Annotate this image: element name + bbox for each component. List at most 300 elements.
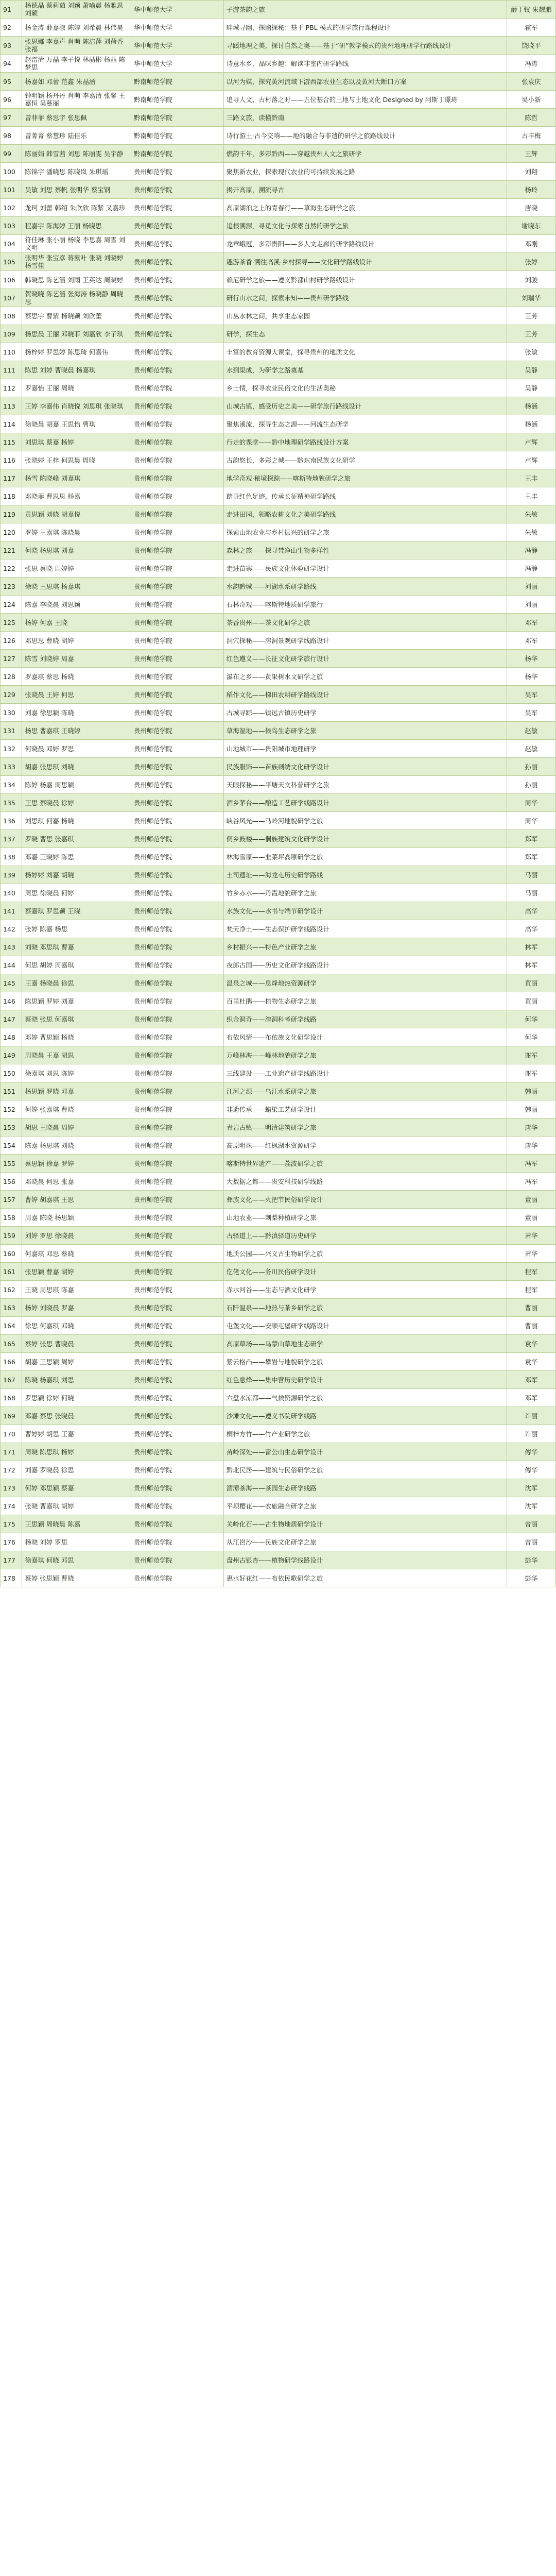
table-row xyxy=(1,1479,556,1497)
team-members: 邓嘉 王晓婷 陈思 xyxy=(22,848,131,866)
row-number: 127 xyxy=(1,650,22,668)
school-name: 贵州师范学院 xyxy=(131,217,223,235)
school-name: 贵州师范学院 xyxy=(131,632,223,650)
table-row xyxy=(1,1533,556,1551)
advisor-name: 傅华 xyxy=(507,1461,555,1479)
row-number: 176 xyxy=(1,1533,22,1551)
advisor-name: 邓军 xyxy=(507,632,555,650)
team-members: 徐嘉琪 刘思 陈婷 xyxy=(22,1064,131,1082)
table-row xyxy=(1,415,556,433)
school-name: 贵州师范学院 xyxy=(131,1064,223,1082)
advisor-name: 郑军 xyxy=(507,848,555,866)
school-name: 贵州师范学院 xyxy=(131,740,223,758)
table-row xyxy=(1,884,556,902)
school-name: 贵州师范学院 xyxy=(131,181,223,199)
school-name: 贵州师范学院 xyxy=(131,1100,223,1118)
project-title: 万峰林海——峰林地貌研学之旅 xyxy=(223,1046,507,1064)
table-row xyxy=(1,866,556,884)
row-number: 167 xyxy=(1,1371,22,1389)
row-number: 162 xyxy=(1,1281,22,1299)
table-row xyxy=(1,1497,556,1515)
project-title: 紫云格凸——攀岩与地貌研学之旅 xyxy=(223,1353,507,1371)
advisor-name: 沈军 xyxy=(507,1479,555,1497)
table-row xyxy=(1,181,556,199)
team-members: 何思 胡婷 周嘉琪 xyxy=(22,956,131,974)
advisor-name: 周华 xyxy=(507,794,555,812)
school-name: 贵州师范学院 xyxy=(131,848,223,866)
project-title: 揭开高原，溯流寻古 xyxy=(223,181,507,199)
school-name: 贵州师范学院 xyxy=(131,325,223,343)
school-name: 贵州师范学院 xyxy=(131,397,223,415)
advisor-name: 朱敏 xyxy=(507,505,555,523)
advisor-name: 董丽 xyxy=(507,1209,555,1227)
table-row xyxy=(1,1389,556,1407)
school-name: 贵州师范学院 xyxy=(131,596,223,614)
school-name: 贵州师范学院 xyxy=(131,289,223,307)
school-name: 贵州师范学院 xyxy=(131,271,223,289)
project-title: 水族文化——水书与端节研学设计 xyxy=(223,902,507,920)
team-members: 曾菁菁 蔡慧珍 陆佳乐 xyxy=(22,127,131,145)
table-row xyxy=(1,1515,556,1533)
team-members: 钟明颖 杨丹丹 肖萌 李嘉清 张馨 王嘉恒 吴蔓丽 xyxy=(22,91,131,109)
project-title: 瀑布之乡——黄果树水文研学之旅 xyxy=(223,668,507,686)
advisor-name: 杨华 xyxy=(507,650,555,668)
advisor-name: 林军 xyxy=(507,956,555,974)
project-title: 高原湖泊之上的青春行——草海生态研学之旅 xyxy=(223,199,507,217)
advisor-name: 谢军 xyxy=(507,1064,555,1082)
team-members: 邓晓晨 何思 张嘉 xyxy=(22,1173,131,1191)
advisor-name: 薛丁钗 朱耀鹏 xyxy=(507,1,555,19)
advisor-name: 傅华 xyxy=(507,1443,555,1461)
advisor-name: 古丰梅 xyxy=(507,127,555,145)
team-members: 邓思思 曹晓 胡婷 xyxy=(22,632,131,650)
advisor-name: 韩丽 xyxy=(507,1082,555,1100)
school-name: 贵州师范学院 xyxy=(131,307,223,325)
project-title: 林海雪原——韭菜坪高原研学之旅 xyxy=(223,848,507,866)
team-members: 罗婷 王嘉琪 陈晓晨 xyxy=(22,523,131,541)
project-title: 三路文旅，读懂黔南 xyxy=(223,109,507,127)
table-row xyxy=(1,848,556,866)
row-number: 102 xyxy=(1,199,22,217)
project-title: 江河之源——乌江水系研学之旅 xyxy=(223,1082,507,1100)
team-members: 罗嘉琪 蔡思 杨晓 xyxy=(22,668,131,686)
row-number: 132 xyxy=(1,740,22,758)
project-title: 三线建设——工业遗产研学线路设计 xyxy=(223,1064,507,1082)
row-number: 160 xyxy=(1,1245,22,1263)
project-title: 湄潭茶海——茶园生态研学线路 xyxy=(223,1479,507,1497)
row-number: 164 xyxy=(1,1317,22,1335)
team-members: 贺晓晓 陈艺涵 张海涛 杨晓静 周晓思 xyxy=(22,289,131,307)
team-members: 刘婷 罗思 徐晓晨 xyxy=(22,1227,131,1245)
table-row xyxy=(1,55,556,73)
team-members: 张思娜 李嘉声 肖萌 陈洁萍 刘荷香 张福 xyxy=(22,37,131,55)
advisor-name: 吴军 xyxy=(507,704,555,722)
advisor-name: 曹丽 xyxy=(507,1317,555,1335)
project-title: 石林奇观——喀斯特地质研学旅行 xyxy=(223,596,507,614)
project-title: 关岭化石——古生物地质研学设计 xyxy=(223,1515,507,1533)
project-title: 高原草场——乌蒙山草地生态研学 xyxy=(223,1335,507,1353)
team-members: 张思颖 曹嘉 胡婷 xyxy=(22,1263,131,1281)
school-name: 贵州师范学院 xyxy=(131,1281,223,1299)
school-name: 贵州师范学院 xyxy=(131,451,223,469)
table-row xyxy=(1,1317,556,1335)
row-number: 93 xyxy=(1,37,22,55)
advisor-name: 张袁庆 xyxy=(507,73,555,91)
team-members: 杨梓婷 罗思婷 陈思琦 何嘉伟 xyxy=(22,343,131,361)
project-title: 侗乡鼓楼——侗族建筑文化研学设计 xyxy=(223,830,507,848)
team-members: 程嘉宇 陈海婷 王丽 杨晓思 xyxy=(22,217,131,235)
row-number: 99 xyxy=(1,145,22,163)
team-members: 张晓晨 王婷 何思 xyxy=(22,686,131,704)
team-members: 蔡思颖 徐嘉 罗婷 xyxy=(22,1155,131,1173)
row-number: 170 xyxy=(1,1425,22,1443)
advisor-name: 吴军 xyxy=(507,686,555,704)
team-members: 胡思 王晓晨 周婷 xyxy=(22,1118,131,1137)
row-number: 134 xyxy=(1,776,22,794)
table-row xyxy=(1,686,556,704)
row-number: 144 xyxy=(1,956,22,974)
row-number: 173 xyxy=(1,1479,22,1497)
table-row xyxy=(1,541,556,560)
school-name: 贵州师范学院 xyxy=(131,1371,223,1389)
table-row xyxy=(1,523,556,541)
project-title: 茶香贵州——茶文化研学之旅 xyxy=(223,614,507,632)
team-members: 陈思颖 罗婷 刘嘉 xyxy=(22,992,131,1010)
project-title: 高原明珠——红枫湖水资源研学 xyxy=(223,1137,507,1155)
table-row xyxy=(1,902,556,920)
school-name: 贵州师范学院 xyxy=(131,1191,223,1209)
school-name: 贵州师范学院 xyxy=(131,686,223,704)
row-number: 116 xyxy=(1,451,22,469)
table-row xyxy=(1,145,556,163)
school-name: 贵州师范学院 xyxy=(131,1533,223,1551)
row-number: 108 xyxy=(1,307,22,325)
team-members: 陈雪 刘晓婷 周嘉 xyxy=(22,650,131,668)
project-title: 古韵悠长，多彩之城——黔东南民族文化研学 xyxy=(223,451,507,469)
table-row xyxy=(1,1353,556,1371)
project-title: 山地农业——刺梨种植研学之旅 xyxy=(223,1209,507,1227)
school-name: 贵州师范学院 xyxy=(131,235,223,253)
advisor-name: 吴静 xyxy=(507,361,555,379)
project-title: 洞穴探秘——溶洞景观研学线路设计 xyxy=(223,632,507,650)
row-number: 172 xyxy=(1,1461,22,1479)
school-name: 黔南师范学院 xyxy=(131,127,223,145)
table-row xyxy=(1,379,556,397)
row-number: 137 xyxy=(1,830,22,848)
school-name: 黔南师范学院 xyxy=(131,91,223,109)
team-members: 邓婷 曹思颖 杨晓 xyxy=(22,1028,131,1046)
advisor-name: 曹丽 xyxy=(507,1299,555,1317)
advisor-name: 沈军 xyxy=(507,1497,555,1515)
table-row xyxy=(1,704,556,722)
school-name: 贵州师范学院 xyxy=(131,469,223,487)
table-row xyxy=(1,469,556,487)
advisor-name: 林军 xyxy=(507,938,555,956)
project-title: 屯堡文化——安顺屯堡研学线路设计 xyxy=(223,1317,507,1335)
project-title: 古城寻踪——镇远古镇历史研学 xyxy=(223,704,507,722)
table-row xyxy=(1,1118,556,1137)
team-members: 杨思晨 王丽 邓晓菲 刘嘉欣 李子琪 xyxy=(22,325,131,343)
row-number: 96 xyxy=(1,91,22,109)
advisor-name: 赵敏 xyxy=(507,740,555,758)
table-row xyxy=(1,73,556,91)
project-title: 地学奇观·秘境探踪——喀斯特地貌研学之旅 xyxy=(223,469,507,487)
team-members: 周思 徐晓晨 何婷 xyxy=(22,884,131,902)
advisor-name: 冯静 xyxy=(507,541,555,560)
school-name: 贵州师范学院 xyxy=(131,668,223,686)
school-name: 贵州师范学院 xyxy=(131,487,223,505)
team-members: 陈思 刘婷 曹晓晨 杨嘉琪 xyxy=(22,361,131,379)
project-title: 盘州古银杏——植物研学线路设计 xyxy=(223,1551,507,1569)
row-number: 155 xyxy=(1,1155,22,1173)
table-row xyxy=(1,650,556,668)
team-members: 吴敏 刘思 蔡帆 张明华 蔡宝钢 xyxy=(22,181,131,199)
row-number: 136 xyxy=(1,812,22,830)
project-title: 诗意水乡，品味乡趣：解读非室内研学路线 xyxy=(223,55,507,73)
row-number: 115 xyxy=(1,433,22,451)
table-row xyxy=(1,758,556,776)
team-members: 罗晓 曹思 张嘉琪 xyxy=(22,830,131,848)
row-number: 121 xyxy=(1,541,22,560)
advisor-name: 霍军 xyxy=(507,19,555,37)
team-members: 周晓 陈思琪 杨婷 xyxy=(22,1443,131,1461)
row-number: 106 xyxy=(1,271,22,289)
row-number: 163 xyxy=(1,1299,22,1317)
school-name: 贵州师范学院 xyxy=(131,1317,223,1335)
advisor-name: 杨涵 xyxy=(507,397,555,415)
team-members: 杨德晶 蔡莉茹 刘颖 萧喻晨 杨雅思 刘颖 xyxy=(22,1,131,19)
table-row xyxy=(1,812,556,830)
table-row xyxy=(1,740,556,758)
row-number: 145 xyxy=(1,974,22,992)
advisor-name: 孙丽 xyxy=(507,776,555,794)
school-name: 贵州师范学院 xyxy=(131,433,223,451)
team-members: 胡嘉 张思琪 刘晓 xyxy=(22,758,131,776)
team-members: 曹婷婷 胡思 王嘉 xyxy=(22,1425,131,1443)
table-row xyxy=(1,830,556,848)
row-number: 138 xyxy=(1,848,22,866)
project-title: 走进苗寨——民族文化体验研学设计 xyxy=(223,560,507,578)
team-members: 周嘉 陈晓 杨思颖 xyxy=(22,1209,131,1227)
school-name: 贵州师范学院 xyxy=(131,343,223,361)
team-members: 杨金涛 薛嘉淑 陈婷 刘希晨 林伟昊 xyxy=(22,19,131,37)
table-row xyxy=(1,596,556,614)
team-members: 蔡晓 张思 何嘉琪 xyxy=(22,1010,131,1028)
row-number: 154 xyxy=(1,1137,22,1155)
project-title: 织金洞奇——溶洞科考研学线路 xyxy=(223,1010,507,1028)
school-name: 贵州师范学院 xyxy=(131,1389,223,1407)
table-row xyxy=(1,1064,556,1082)
school-name: 贵州师范学院 xyxy=(131,1407,223,1425)
advisor-name: 王丰 xyxy=(507,469,555,487)
team-members: 胡嘉 王思颖 周婷 xyxy=(22,1353,131,1371)
table-row xyxy=(1,19,556,37)
advisor-name: 赵敏 xyxy=(507,722,555,740)
school-name: 贵州师范学院 xyxy=(131,812,223,830)
row-number: 178 xyxy=(1,1569,22,1587)
project-title: 古驿道上——黔滇驿道历史研学 xyxy=(223,1227,507,1245)
table-row xyxy=(1,487,556,505)
table-row xyxy=(1,1173,556,1191)
team-members: 张明华 张宝彦 蒋紫叶 张晓 刘晓婷 杨雪佳 xyxy=(22,253,131,271)
advisor-name: 袁华 xyxy=(507,1353,555,1371)
school-name: 贵州师范学院 xyxy=(131,505,223,523)
table-row xyxy=(1,163,556,181)
project-title: 丰富的教育资源大课堂，探寻贵州的地质文化 xyxy=(223,343,507,361)
table-row xyxy=(1,1209,556,1227)
team-members: 蔡婷 张思颖 曹晓 xyxy=(22,1569,131,1587)
team-members: 赵雷清 万晶 李子悦 林晶彬 杨晶 陈梦思 xyxy=(22,55,131,73)
team-members: 王思 蔡晓晨 徐婷 xyxy=(22,794,131,812)
project-title: 竹乡赤水——丹霞地貌研学之旅 xyxy=(223,884,507,902)
row-number: 124 xyxy=(1,596,22,614)
school-name: 贵州师范学院 xyxy=(131,650,223,668)
row-number: 113 xyxy=(1,397,22,415)
row-number: 125 xyxy=(1,614,22,632)
advisor-name: 吴静 xyxy=(507,379,555,397)
team-members: 刘嘉 罗晓晨 徐思 xyxy=(22,1461,131,1479)
advisor-name: 刘翔 xyxy=(507,163,555,181)
project-title: 子游茶韵之旅 xyxy=(223,1,507,19)
school-name: 贵州师范学院 xyxy=(131,1425,223,1443)
advisor-name: 萧华 xyxy=(507,1227,555,1245)
school-name: 贵州师范学院 xyxy=(131,884,223,902)
team-members: 张婷 陈嘉 杨思 xyxy=(22,920,131,938)
project-title: 红色息烽——集中营历史研学设计 xyxy=(223,1371,507,1389)
project-title: 喀斯特世界遗产——荔波研学之旅 xyxy=(223,1155,507,1173)
advisor-name: 马丽 xyxy=(507,866,555,884)
project-title: 苗岭深处——雷公山生态研学设计 xyxy=(223,1443,507,1461)
project-title: 百里杜鹃——植物生态研学之旅 xyxy=(223,992,507,1010)
row-number: 165 xyxy=(1,1335,22,1353)
project-title: 六盘水凉都——气候资源研学之旅 xyxy=(223,1389,507,1407)
row-number: 112 xyxy=(1,379,22,397)
advisor-name: 曾丽 xyxy=(507,1533,555,1551)
school-name: 贵州师范学院 xyxy=(131,1479,223,1497)
school-name: 贵州师范学院 xyxy=(131,614,223,632)
advisor-name: 王丰 xyxy=(507,487,555,505)
school-name: 贵州师范学院 xyxy=(131,1227,223,1245)
school-name: 贵州师范学院 xyxy=(131,1046,223,1064)
table-row xyxy=(1,307,556,325)
project-title: 走进田园，领略农耕文化之美研学路线 xyxy=(223,505,507,523)
award-list-body xyxy=(1,1,556,1587)
advisor-name: 邓军 xyxy=(507,1389,555,1407)
row-number: 130 xyxy=(1,704,22,722)
row-number: 122 xyxy=(1,560,22,578)
advisor-name: 董丽 xyxy=(507,1191,555,1209)
table-row xyxy=(1,1,556,19)
team-members: 蔡婷 张思 曹晓晨 xyxy=(22,1335,131,1353)
school-name: 贵州师范学院 xyxy=(131,956,223,974)
advisor-name: 王芳 xyxy=(507,325,555,343)
project-title: 大数据之都——贵安科技研学线路 xyxy=(223,1173,507,1191)
project-title: 聚焦新农业，探索现代农业的可持续发展之路 xyxy=(223,163,507,181)
table-row xyxy=(1,1245,556,1263)
row-number: 109 xyxy=(1,325,22,343)
table-row xyxy=(1,235,556,253)
table-row xyxy=(1,956,556,974)
school-name: 贵州师范学院 xyxy=(131,866,223,884)
advisor-name: 何华 xyxy=(507,1010,555,1028)
project-title: 踏寻红色足迹，传承长征精神研学路线 xyxy=(223,487,507,505)
project-title: 温泉之城——息烽地热资源研学 xyxy=(223,974,507,992)
school-name: 贵州师范学院 xyxy=(131,1443,223,1461)
team-members: 何婷 邓思颖 蔡嘉 xyxy=(22,1479,131,1497)
school-name: 贵州师范学院 xyxy=(131,722,223,740)
project-title: 赖尼研学之旅——遵义黔都山村研学路线设计 xyxy=(223,271,507,289)
school-name: 贵州师范学院 xyxy=(131,578,223,596)
project-title: 仡佬文化——务川民俗研学设计 xyxy=(223,1263,507,1281)
project-title: 石阡温泉——地热与茶乡研学之旅 xyxy=(223,1299,507,1317)
project-title: 研行山水之间，探索未知——贵州研学路线 xyxy=(223,289,507,307)
advisor-name: 高华 xyxy=(507,920,555,938)
advisor-name: 张婷 xyxy=(507,253,555,271)
table-row xyxy=(1,325,556,343)
row-number: 97 xyxy=(1,109,22,127)
project-title: 以河为媒，探究黄河流域下游西部农业生态以及黄河大断口方案 xyxy=(223,73,507,91)
school-name: 贵州师范学院 xyxy=(131,560,223,578)
table-row xyxy=(1,397,556,415)
school-name: 贵州师范学院 xyxy=(131,1118,223,1137)
school-name: 贵州师范学院 xyxy=(131,1263,223,1281)
row-number: 149 xyxy=(1,1046,22,1064)
project-title: 从江岜沙——民族文化研学之旅 xyxy=(223,1533,507,1551)
row-number: 150 xyxy=(1,1064,22,1082)
school-name: 贵州师范学院 xyxy=(131,1010,223,1028)
team-members: 陈嘉 李晓晨 刘思颖 xyxy=(22,596,131,614)
row-number: 157 xyxy=(1,1191,22,1209)
school-name: 贵州师范学院 xyxy=(131,1137,223,1155)
row-number: 114 xyxy=(1,415,22,433)
school-name: 贵州师范学院 xyxy=(131,1155,223,1173)
project-title: 乡村振兴——特色产业研学之旅 xyxy=(223,938,507,956)
row-number: 175 xyxy=(1,1515,22,1533)
school-name: 贵州师范学院 xyxy=(131,920,223,938)
table-row xyxy=(1,1100,556,1118)
table-row xyxy=(1,1227,556,1245)
school-name: 贵州师范学院 xyxy=(131,1245,223,1263)
advisor-name: 何华 xyxy=(507,1028,555,1046)
team-members: 邓晓菲 曹思思 杨嘉 xyxy=(22,487,131,505)
team-members: 龙珂 刘蕾 韩绍 朱欣欣 陈紫 又嘉珍 xyxy=(22,199,131,217)
school-name: 贵州师范学院 xyxy=(131,199,223,217)
advisor-name: 冯军 xyxy=(507,1173,555,1191)
project-title: 探索山地农业与乡村振兴的研学之旅 xyxy=(223,523,507,541)
team-members: 陈婷 杨嘉 周思颖 xyxy=(22,776,131,794)
row-number: 140 xyxy=(1,884,22,902)
team-members: 杨嘉如 邓蕾 范鑫 朱晶涵 xyxy=(22,73,131,91)
advisor-name: 袁华 xyxy=(507,1335,555,1353)
row-number: 95 xyxy=(1,73,22,91)
team-members: 陈嘉 杨思琪 刘晓 xyxy=(22,1137,131,1155)
table-row xyxy=(1,1155,556,1173)
row-number: 126 xyxy=(1,632,22,650)
team-members: 张思 蔡晓 周婷婷 xyxy=(22,560,131,578)
advisor-name: 彭华 xyxy=(507,1569,555,1587)
school-name: 贵州师范学院 xyxy=(131,523,223,541)
project-title: 红色遵义——长征文化研学旅行设计 xyxy=(223,650,507,668)
advisor-name: 陈哲 xyxy=(507,109,555,127)
advisor-name: 冯军 xyxy=(507,1155,555,1173)
project-title: 彝族文化——火把节民俗研学设计 xyxy=(223,1191,507,1209)
school-name: 贵州师范学院 xyxy=(131,1173,223,1191)
row-number: 94 xyxy=(1,55,22,73)
table-row xyxy=(1,1335,556,1353)
school-name: 贵州师范学院 xyxy=(131,253,223,271)
advisor-name: 杨华 xyxy=(507,668,555,686)
row-number: 98 xyxy=(1,127,22,145)
